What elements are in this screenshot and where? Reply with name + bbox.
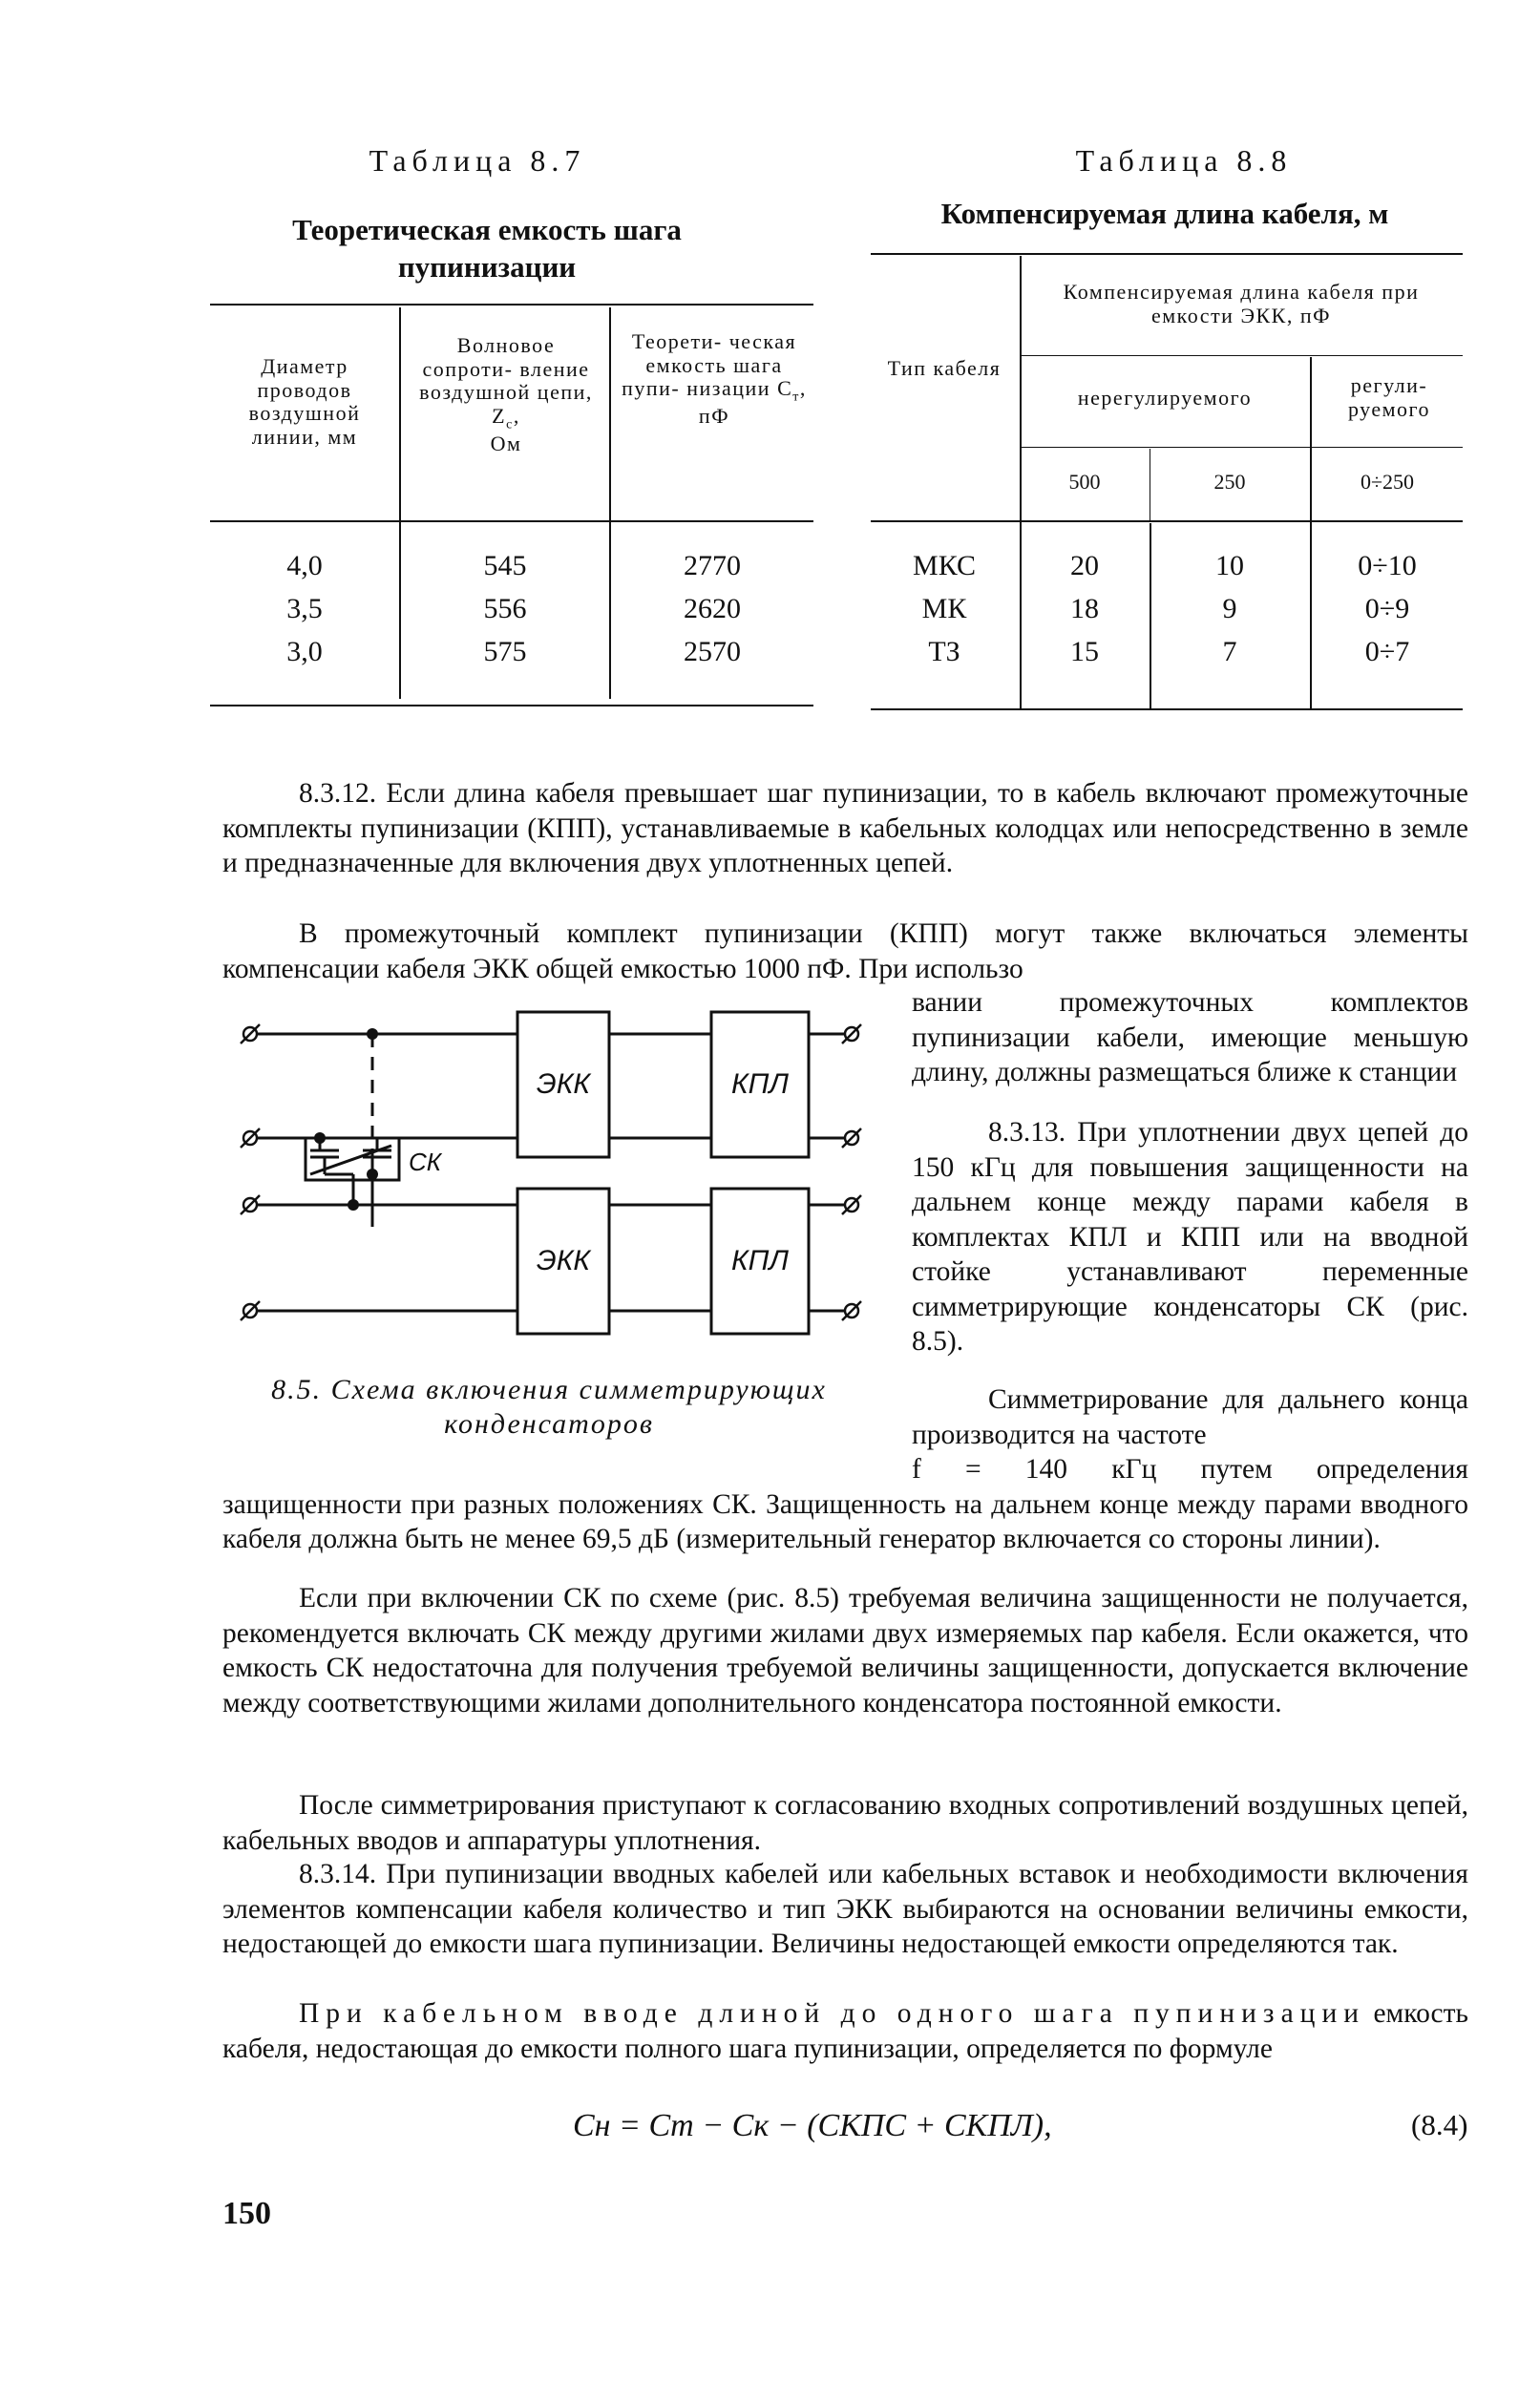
t88-header-unregulated: нерегулируемого: [1077, 386, 1253, 410]
paragraph-kpp: В промежуточный комплект пупинизации (КПП) могут также включаться элементы компенсации кабеля ЭКК общей емкостью 1000 пФ. При использо: [222, 918, 1468, 984]
t88-header-type: Тип кабеля: [887, 356, 1002, 380]
ekk-label-top: ЭКК: [536, 1068, 591, 1100]
table-8-8-caption: Таблица 8.8: [1075, 143, 1293, 178]
t87-header-impedance: Волновое сопроти- вление воздушной цепи, $Z_с$, Ом: [419, 333, 593, 455]
t87-col-diameter: 4,0 3,5 3,0: [286, 550, 323, 667]
figure-8-5-schematic: [229, 993, 878, 1356]
t87-col-impedance: 545 556 575: [483, 550, 527, 667]
paragraph-kpp-cont: вании промежуточных комплектов пупинизации кабели, имеющие меньшую длину, должны размещаться ближе к станции: [912, 987, 1468, 1087]
paragraph-cable-input: При кабельном вводе длиной до одного шага пупинизации емкость кабеля, недостающая до емкости полного шага пупинизации, определяется по формуле: [222, 1998, 1468, 2064]
t87-header-diameter: Диаметр проводов воздушной линии, мм: [248, 354, 361, 449]
t88-col-250: 10 9 7: [1215, 550, 1244, 667]
t88-col-regulated: 0÷10 0÷9 0÷7: [1358, 550, 1417, 667]
t88-header-group: Компенсируемая длина кабеля при емкости ЭКК, пФ: [1063, 280, 1420, 327]
t88-header-regulated: регули- руемого: [1347, 373, 1431, 421]
t88-sub-500: 500: [1068, 470, 1101, 494]
paragraph-8-3-12: 8.3.12. Если длина кабеля превышает шаг пупинизации, то в кабель включают промежуточные комплекты пупинизации (КПП), устанавливаемые в кабельных колодцах или непосредственно в земле и предназначенные для включения двух уплотненных цепей.: [222, 778, 1468, 878]
t88-sub-250: 250: [1213, 470, 1246, 494]
page-number: 150: [222, 2196, 271, 2231]
table-8-7-title: Теоретическая емкость шага пупинизации: [292, 213, 682, 284]
t88-sub-0-250: 0÷250: [1360, 470, 1415, 494]
t88-col-type: МКС МК ТЗ: [913, 550, 976, 667]
table-8-8-title: Компенсируемая длина кабеля, м: [940, 197, 1389, 230]
sk-label: СК: [408, 1148, 442, 1176]
paragraph-symmetry-a: Симметрирование для дальнего конца производится на частоте: [912, 1384, 1468, 1450]
paragraph-after-symmetry: После симметрирования приступают к согласованию входных сопротивлений воздушных цепей, кабельных вводов и аппаратуры уплотнения.: [222, 1790, 1468, 1856]
formula-8-4: Cн = Cт − Cк − (CКПС + CКПЛ),: [573, 2108, 1052, 2143]
paragraph-sk: Если при включении СК по схеме (рис. 8.5) требуемая величина защищенности не получается, рекомендуется включать СК между другими жилами двух измеряемых пар кабеля. Если окажется, что емкость СК недостаточна для получения требуемой величины защищенности, допускается включение между соответствующими жилами дополнительного конденсатора постоянной емкости.: [222, 1583, 1468, 1718]
table-8-7-caption: Таблица 8.7: [369, 143, 586, 178]
formula-number: (8.4): [1411, 2108, 1468, 2141]
t88-col-500: 20 18 15: [1070, 550, 1099, 667]
kpl-label-bottom: КПЛ: [731, 1245, 789, 1276]
figure-caption: 8.5. Схема включения симметрирующих конденсаторов: [271, 1374, 827, 1440]
paragraph-symmetry-b: f = 140 кГц путем определения защищенности при разных положениях СК. Защищенность на дальнем конце между парами вводного кабеля должна быть не менее 69,5 дБ (измерительный генератор включается со стороны линии).: [222, 1454, 1468, 1554]
t87-header-capacity: Теорети- ческая емкость шага пупи- низации $С_т$, пФ: [622, 329, 807, 429]
ekk-label-bottom: ЭКК: [536, 1245, 591, 1276]
paragraph-8-3-14: 8.3.14. При пупинизации вводных кабелей или кабельных вставок и необходимости включения элементов компенсации кабеля количество и тип ЭКК выбираются на основании величины емкости, недостающей до емкости шага пупинизации. Величины недостающей емкости определяются так.: [222, 1859, 1468, 1959]
paragraph-8-3-13: 8.3.13. При уплотнении двух цепей до 150 кГц для повышения защищенности на дальнем конце между парами кабеля в комплектах КПЛ и КПП или на вводной стойке устанавливают переменные симметрирующие конденсаторы СК (рис. 8.5).: [912, 1117, 1468, 1357]
t87-col-capacity: 2770 2620 2570: [684, 550, 741, 667]
kpl-label-top: КПЛ: [731, 1068, 789, 1100]
